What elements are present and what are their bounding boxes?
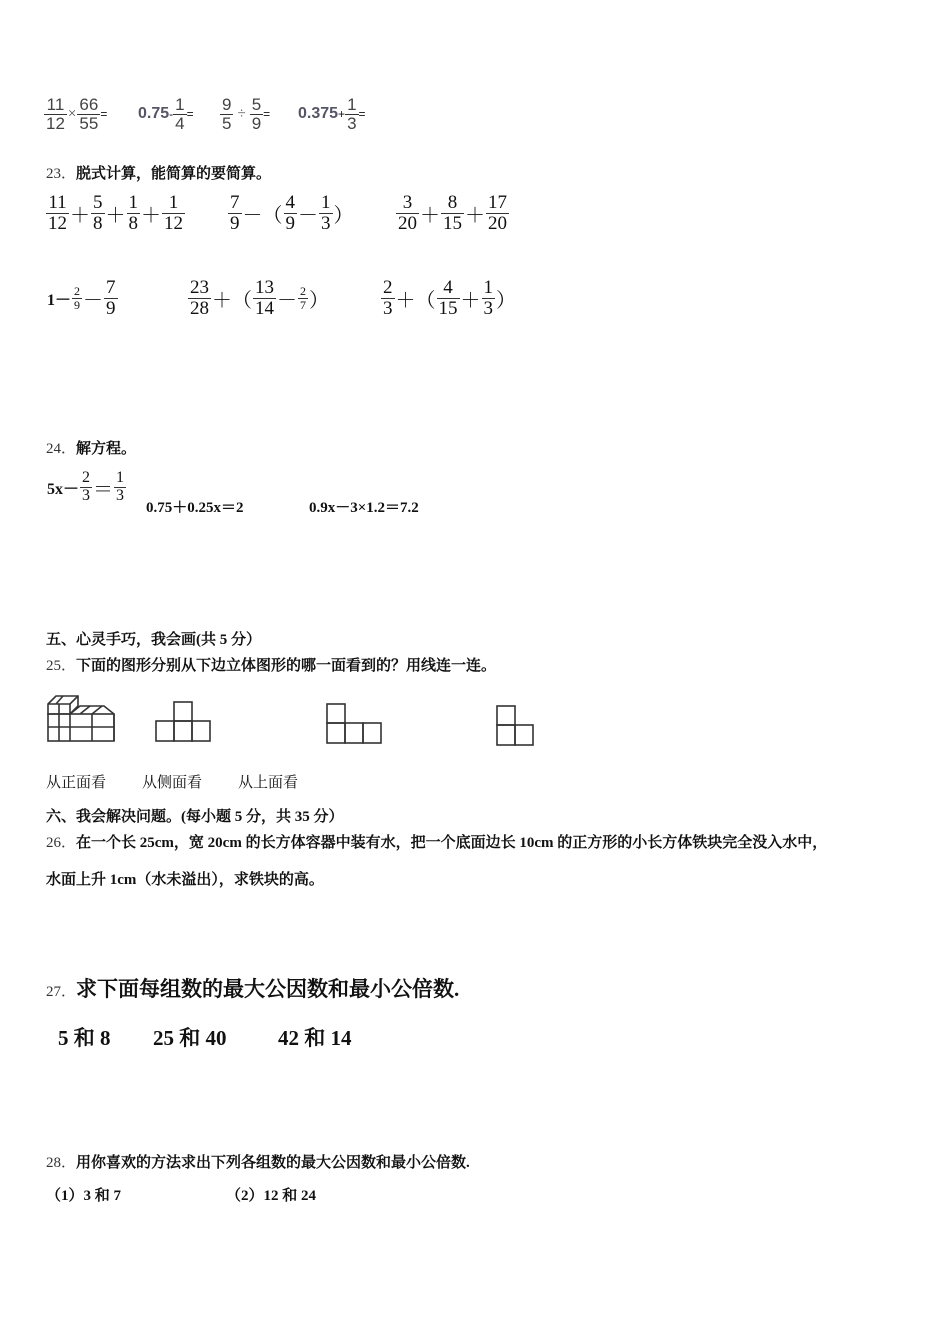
question-26: 26．在一个长 25cm，宽 20cm 的长方体容器中装有水，把一个底面边长 10cm 的正方形的小长方体铁块完全没入水中， xyxy=(46,835,828,851)
fraction: $\frac{1}{3}$ xyxy=(347,95,357,133)
fraction: $\frac{5}{9}$ xyxy=(251,95,262,133)
q28-item-2: （2）12 和 24 xyxy=(226,1188,317,1204)
q27-item-3: 42 和 14 xyxy=(278,1026,352,1050)
question-25: 25．下面的图形分别从下边立体图形的哪一面看到的？用线连一连。 xyxy=(46,658,497,674)
view-shape-2 xyxy=(326,702,384,746)
view-label-front: 从正面看 xyxy=(46,775,107,791)
section-5-heading: 五、心灵手巧，我会画(共 5 分） xyxy=(46,632,261,648)
q24-equation-1: 5x－ $\frac{2}{3}$ ＝ $\frac{1}{3}$ xyxy=(47,469,125,504)
view-shape-3 xyxy=(496,704,536,748)
view-label-top: 从上面看 xyxy=(238,775,299,791)
solid-figure xyxy=(46,692,118,744)
view-shape-1 xyxy=(155,700,213,744)
expr-row1-1: $\frac{11}{12}$ × $\frac{66}{55}$ = xyxy=(46,95,108,133)
fraction: $\frac{11}{12}$ xyxy=(46,95,65,133)
question-24: 24．解方程。 xyxy=(46,441,137,457)
question-27: 27．求下面每组数的最大公因数和最小公倍数. xyxy=(46,977,460,1001)
q23-expr-a: $\frac{11}{12}$ ＋ $\frac{5}{8}$ ＋ $\frac{1}{8}$ ＋ $\frac{1}{12}$ xyxy=(48,192,183,234)
expr-row1-2: 0.75 - $\frac{1}{4}$ = xyxy=(138,95,194,133)
q23-expr-c: $\frac{3}{20}$ ＋ $\frac{8}{15}$ ＋ $\frac{17}{20}$ xyxy=(398,192,507,234)
question-26-line2: 水面上升 1cm（水未溢出），求铁块的高。 xyxy=(46,872,324,888)
fraction: $\frac{1}{4}$ xyxy=(175,95,185,133)
q23-expr-d: 1－ $\frac{2}{9}$ － $\frac{7}{9}$ xyxy=(47,277,116,319)
expr-row1-4: 0.375 + $\frac{1}{3}$ = xyxy=(298,95,366,133)
section-6-heading: 六、我会解决问题。(每小题 5 分，共 35 分） xyxy=(46,809,344,825)
q23-expr-e: $\frac{23}{28}$ ＋（ $\frac{13}{14}$ － $\frac{2}{7}$ ） xyxy=(190,277,329,319)
q23-expr-b: $\frac{7}{9}$ －（ $\frac{4}{9}$ － $\frac{1}{3}$ ） xyxy=(230,192,354,234)
view-label-side: 从侧面看 xyxy=(142,775,203,791)
expr-row1-3: $\frac{9}{5}$ ÷ $\frac{5}{9}$ = xyxy=(222,95,271,133)
question-23: 23．脱式计算，能简算的要简算。 xyxy=(46,166,272,182)
q28-item-1: （1）3 和 7 xyxy=(46,1188,122,1204)
q24-equation-2: 0.75＋0.25x＝2 xyxy=(146,500,244,516)
q23-expr-f: $\frac{2}{3}$ ＋（ $\frac{4}{15}$ ＋ $\frac{1}{3}$ ） xyxy=(383,277,516,319)
fraction: $\frac{9}{5}$ xyxy=(222,95,232,133)
question-28: 28．用你喜欢的方法求出下列各组数的最大公因数和最小公倍数. xyxy=(46,1155,470,1171)
fraction: $\frac{66}{55}$ xyxy=(79,95,99,133)
q24-equation-3: 0.9x－3×1.2＝7.2 xyxy=(309,500,419,516)
q27-item-1: 5 和 8 xyxy=(58,1026,111,1050)
q27-item-2: 25 和 40 xyxy=(153,1026,227,1050)
